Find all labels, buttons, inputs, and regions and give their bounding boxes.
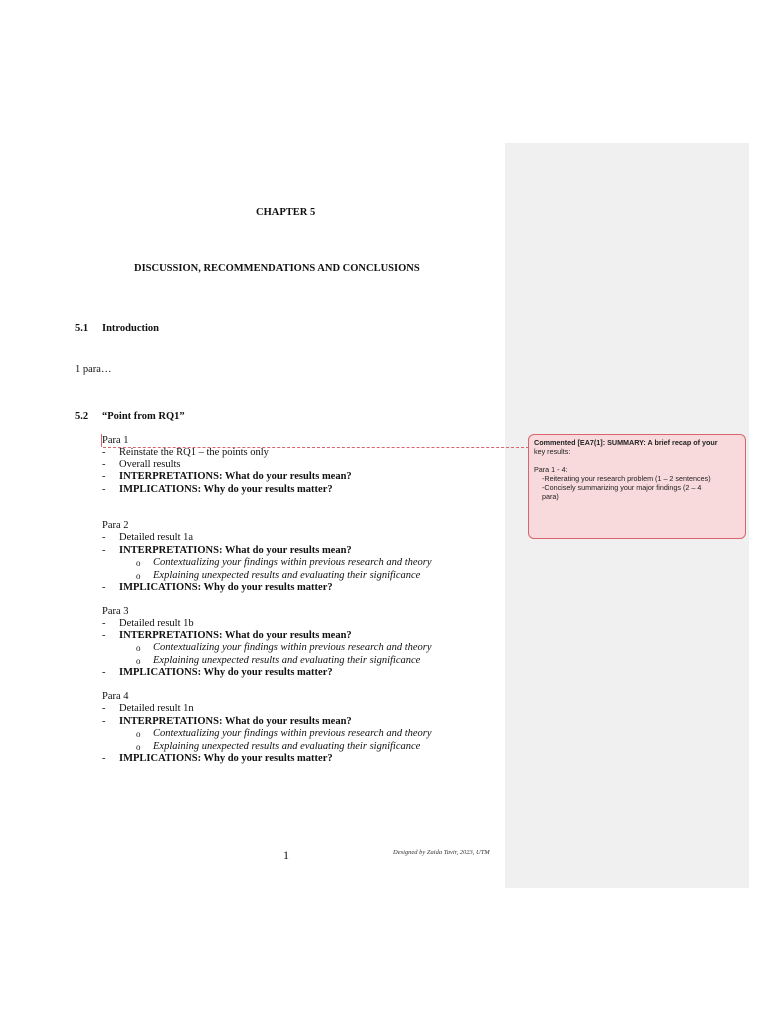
list-item: IMPLICATIONS: Why do your results matter?: [119, 484, 333, 495]
sub-bullet: o: [136, 729, 141, 739]
comment-point-cont: para): [542, 492, 559, 501]
dash-bullet: -: [102, 703, 106, 714]
chapter-title: DISCUSSION, RECOMMENDATIONS AND CONCLUSIONS: [134, 263, 420, 274]
dash-bullet: -: [102, 716, 106, 727]
list-item: Reinstate the RQ1 – the points only: [119, 447, 269, 458]
footer-credit: Designed by Zaida Tavir, 2023, UTM: [393, 849, 490, 856]
para1-label: Para 1: [102, 435, 129, 446]
comment-balloon[interactable]: [528, 434, 746, 539]
list-item: INTERPRETATIONS: What do your results mean?: [119, 716, 352, 727]
comment-header: Commented [EA7(1]: SUMMARY: A brief recap of your: [534, 438, 718, 447]
sub-bullet: o: [136, 742, 141, 752]
list-item: IMPLICATIONS: Why do your results matter?: [119, 582, 333, 593]
sub-bullet: o: [136, 571, 141, 581]
comment-range: Para 1 - 4:: [534, 465, 568, 474]
chapter-label: CHAPTER 5: [256, 207, 316, 218]
comment-header-cont: key results:: [534, 447, 571, 456]
sub-list-item: Explaining unexpected results and evaluating their significance: [153, 570, 421, 581]
section-number-5-2: 5.2: [75, 411, 89, 422]
dash-bullet: -: [102, 582, 106, 593]
list-item: INTERPRETATIONS: What do your results mean?: [119, 630, 352, 641]
dash-bullet: -: [102, 630, 106, 641]
sub-bullet: o: [136, 643, 141, 653]
comment-anchor-marker: [101, 434, 102, 447]
sub-bullet: o: [136, 558, 141, 568]
sub-list-item: Explaining unexpected results and evaluating their significance: [153, 655, 421, 666]
section-heading-introduction: Introduction: [102, 323, 159, 334]
dash-bullet: -: [102, 753, 106, 764]
list-item: INTERPRETATIONS: What do your results mean?: [119, 545, 352, 556]
list-item: Detailed result 1n: [119, 703, 194, 714]
dash-bullet: -: [102, 545, 106, 556]
list-item: INTERPRETATIONS: What do your results mean?: [119, 471, 352, 482]
dash-bullet: -: [102, 471, 106, 482]
list-item: Overall results: [119, 459, 181, 470]
list-item: Detailed result 1a: [119, 532, 194, 543]
sub-list-item: Explaining unexpected results and evaluating their significance: [153, 741, 421, 752]
dash-bullet: -: [102, 667, 106, 678]
intro-text: 1 para…: [75, 364, 112, 375]
sub-list-item: Contextualizing your findings within previous research and theory: [153, 557, 432, 568]
para2-label: Para 2: [102, 520, 129, 531]
section-number-5-1: 5.1: [75, 323, 89, 334]
list-item: IMPLICATIONS: Why do your results matter?: [119, 753, 333, 764]
page-number: 1: [283, 848, 289, 862]
sub-bullet: o: [136, 656, 141, 666]
comment-point: -Concisely summarizing your major findings (2 – 4: [542, 483, 702, 492]
dash-bullet: -: [102, 447, 106, 458]
list-item: IMPLICATIONS: Why do your results matter?: [119, 667, 333, 678]
dash-bullet: -: [102, 618, 106, 629]
para3-label: Para 3: [102, 606, 129, 617]
list-item: Detailed result 1b: [119, 618, 194, 629]
para4-label: Para 4: [102, 691, 129, 702]
dash-bullet: -: [102, 532, 106, 543]
section-heading-rq1: “Point from RQ1”: [102, 411, 185, 422]
sub-list-item: Contextualizing your findings within previous research and theory: [153, 642, 432, 653]
comment-connector-line: [103, 447, 529, 448]
dash-bullet: -: [102, 484, 106, 495]
comment-point: -Reiterating your research problem (1 – 2 sentences): [542, 474, 711, 483]
dash-bullet: -: [102, 459, 106, 470]
sub-list-item: Contextualizing your findings within previous research and theory: [153, 728, 432, 739]
